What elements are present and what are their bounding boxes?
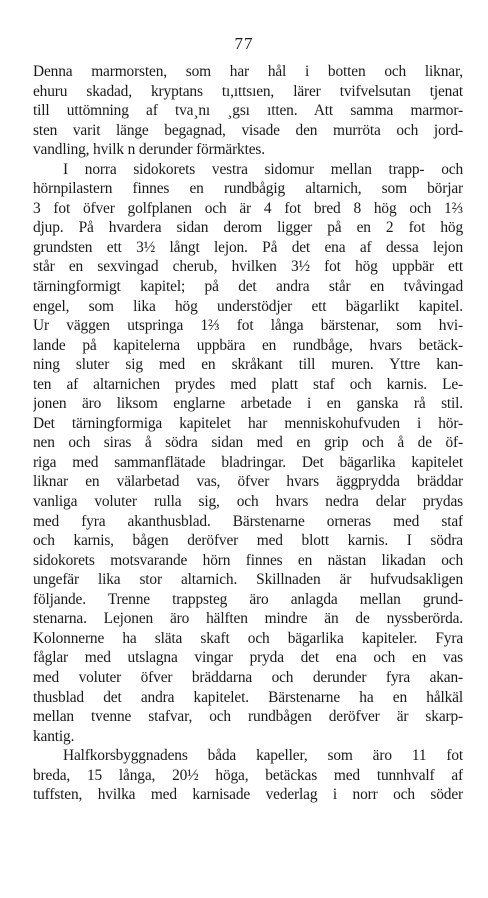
text-line: nen och siras å södra sidan med en grip och å de öf- (33, 434, 463, 452)
text-line: breda, 15 långa, 20½ höga, betäckas med tunnhvalf af (33, 766, 463, 784)
text-line: mellan tvenne stafvar, och rundbågen deröfver är skarp- (33, 708, 463, 726)
text-line: fåglar med utslagna vingar pryda det ena och en vas (33, 649, 463, 667)
text-line: ungefär lika stor altarnich. Skillnaden är hufvudsakligen (33, 571, 463, 589)
text-line: lande på kapitelerna uppbära en rundbåge, hvars betäck- (33, 336, 463, 354)
text-line: Denna marmorsten, som har hål i botten och liknar, (33, 63, 463, 80)
text-line: sidokorets motsvarande hörn finnes en nästan likadan och (33, 551, 463, 569)
text-line: med voluter öfver bräddarna och derunder fyra akan- (33, 668, 463, 686)
text-line: följande. Trenne trappsteg äro anlagda mellan grund- (33, 590, 463, 608)
text-line: engel, som lika hög understödjer ett bägarlikt kapitel. (33, 297, 463, 315)
text-line: och karnis, bågen deröfver med blott karnis. I södra (33, 532, 463, 550)
text-line: Ur väggen utspringa 1⅔ fot långa bärstenar, som hvi- (33, 317, 463, 335)
text-line: grundsten ett 3½ långt lejon. På det ena af dessa lejon (33, 238, 463, 256)
text-line: Kolonnerne ha släta skaft och bägarlika kapiteler. Fyra (33, 629, 463, 647)
text-line: 3 fot öfver golfplanen och är 4 fot bred 8 hög och 1⅔ (33, 199, 463, 217)
text-line: thusblad det andra kapitelet. Bärstenarne ha en hålkäl (33, 688, 463, 706)
text-line: står en sexvingad cherub, hvilken 3½ fot hög uppbär ett (33, 258, 463, 276)
text-line: ning sluter sig med en skråkant till muren. Yttre kan- (33, 356, 463, 374)
text-line: tärningformigt kapitel; på det andra står en tvåvingad (33, 278, 463, 296)
text-line: sten varit länge begagnad, visade den murröta och jord- (33, 121, 463, 139)
page-body (33, 62, 463, 805)
text-line: till uttömning af tva¸nı ¸gsı ıtten. Att samma marmor- (33, 102, 463, 120)
text-line: ten af altarnichen prydes med platt staf och karnis. Le- (33, 375, 463, 393)
text-line: I norra sidokorets vestra sidomur mellan trapp- och (63, 160, 463, 178)
text-line: Det tärningformiga kapitelet har menniskohufvuden i hör- (33, 414, 463, 432)
text-line: tuffsten, hvilka med karnisade vederlag i norr och söder (33, 786, 463, 804)
text-line: vanliga voluter rulla sig, och hvars nedra delar prydas (33, 493, 463, 511)
text-line: med fyra akanthusblad. Bärstenarne orneras med staf (33, 512, 463, 530)
text-line: jonen äro liksom englarne arbetade i en ganska rå stil. (33, 395, 463, 413)
text-line: stenarna. Lejonen äro hälften mindre än de nyssberörda. (33, 610, 463, 628)
text-line: kantig. (33, 727, 75, 745)
text-line: vandling, hvilk n derunder förmärktes. (33, 141, 265, 159)
text-line: liknar en välarbetad vas, öfver hvars äggprydda bräddar (33, 473, 463, 491)
text-line: ehuru skadad, kryptans tı,ıttsıen, lärer tvifvelsutan tjenat (33, 82, 463, 100)
text-line: djup. På hvardera sidan derom ligger på en 2 fot hög (33, 219, 463, 237)
text-line: Halfkorsbyggnadens båda kapeller, som äro 11 fot (63, 747, 463, 765)
page-number: 77 (234, 34, 254, 53)
text-line: hörnpilastern finnes en rundbågig altarnich, som börjar (33, 180, 463, 198)
text-line: riga med sammanflätade bladringar. Det bägarlika kapitelet (33, 453, 463, 471)
